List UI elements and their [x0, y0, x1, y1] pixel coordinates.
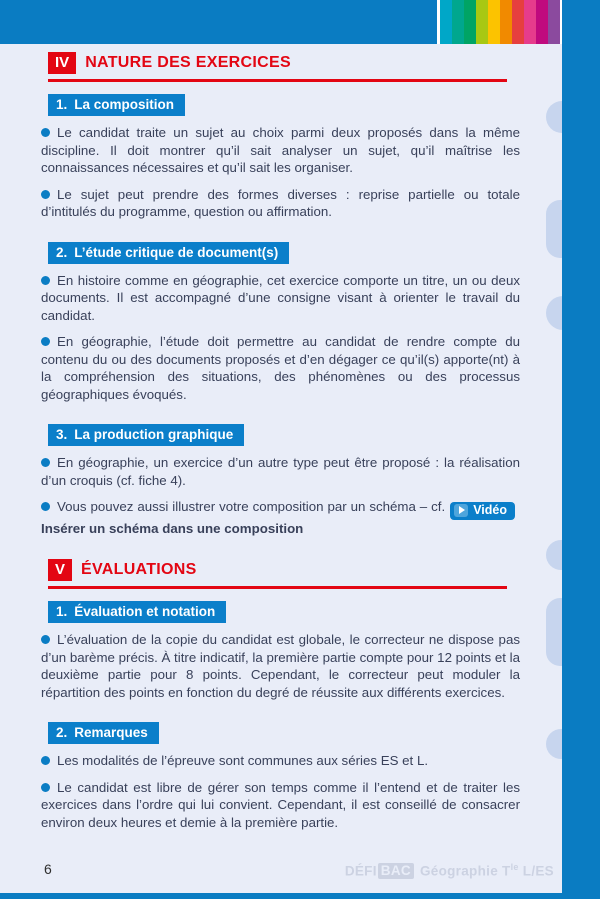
play-icon [454, 504, 468, 517]
section-title: ÉVALUATIONS [81, 561, 197, 578]
subsection-title: Remarques [74, 725, 148, 740]
brand-bac-box: BAC [378, 863, 414, 879]
subsection-header-production-graphique [48, 424, 244, 446]
paragraph [41, 272, 520, 325]
paragraph-text: Le candidat est libre de gérer son temps comme il l’entend et de traiter les exercices dans l’ordre qui lui convient. Cependant, il est conseillé de consacrer environ deux heures et demie à la première partie. [41, 779, 520, 830]
rainbow-stripes [440, 0, 560, 44]
paragraph [41, 186, 520, 221]
page-content [41, 44, 520, 840]
video-badge-label: Vidéo [473, 502, 507, 517]
subsection-header-etude-critique [48, 242, 289, 264]
rainbow-stripe [488, 0, 500, 44]
subsection-number: 1. [56, 604, 68, 619]
paragraph-text: En géographie, l’étude doit permettre au candidat de rendre compte du contenu du ou des documents proposés et d’en dégager ce qu’il(s) apporte(nt) à la compréhension des situations, des phénomènes ou des processus géographiques évoqués. [41, 334, 520, 402]
rainbow-stripe [452, 0, 464, 44]
right-border-band [562, 0, 600, 899]
section-header-v [48, 559, 507, 589]
bullet-icon [41, 276, 50, 285]
paragraph [41, 454, 520, 489]
paragraph-text: Vous pouvez aussi illustrer votre composition par un schéma – cf. [57, 499, 446, 514]
rainbow-stripe [476, 0, 488, 44]
section-title: NATURE DES EXERCICES [85, 54, 291, 71]
subsection-number: 1. [56, 97, 68, 112]
page-number: 6 [44, 861, 52, 877]
bullet-icon [41, 190, 50, 199]
section-numeral-badge: IV [48, 52, 76, 74]
bullet-icon [41, 635, 50, 644]
bullet-icon [41, 756, 50, 765]
rainbow-stripe [464, 0, 476, 44]
bullet-icon [41, 502, 50, 511]
bullet-icon [41, 783, 50, 792]
rainbow-stripe [536, 0, 548, 44]
rainbow-stripe [512, 0, 524, 44]
subsection-number: 3. [56, 427, 68, 442]
subsection-number: 2. [56, 725, 68, 740]
paragraph-text: En géographie, un exercice d’un autre type peut être proposé : la réalisation d’un croquis (cf. fiche 4). [41, 455, 520, 488]
brand-defi: DÉFI [344, 863, 377, 878]
bottom-border-band [0, 893, 600, 899]
brand-superscript: le [510, 861, 519, 872]
paragraph-text: En histoire comme en géographie, cet exercice comporte un titre, un ou deux documents. Il est accompagné d’une consigne visant à orienter le travail du candidat. [41, 272, 520, 323]
paragraph [41, 779, 520, 832]
bullet-icon [41, 337, 50, 346]
paragraph [41, 752, 520, 770]
brand-subject: Géographie T [419, 863, 511, 878]
subsection-title: L’étude critique de document(s) [74, 244, 279, 260]
rainbow-stripes-block [437, 0, 563, 44]
subsection-header-composition [48, 94, 185, 116]
paragraph-text: Les modalités de l’épreuve sont communes aux séries ES et L. [57, 753, 429, 768]
paragraph [41, 333, 520, 403]
paragraph-text: Le candidat traite un sujet au choix parmi deux proposés dans la même discipline. Il doit montrer qu’il sait analyser un sujet, qu’il maîtrise les connaissances nécessaires et qu’il sait les organiser. [41, 125, 520, 175]
paragraph-text: L’évaluation de la copie du candidat est globale, le correcteur ne dispose pas d’un barème précis. À titre indicatif, la première partie compte pour 12 points et la deuxième partie pour 8 points. Cependant, le correcteur peut moduler la répartition des points en fonction du degré de réussite aux différents exercices. [41, 632, 520, 700]
rainbow-stripe [548, 0, 560, 44]
rainbow-stripe [500, 0, 512, 44]
brand-series: L/ES [522, 863, 554, 878]
video-badge[interactable] [450, 502, 515, 520]
rainbow-stripe [524, 0, 536, 44]
subsection-title: Évaluation et notation [74, 604, 216, 619]
section-numeral-badge: V [48, 559, 72, 581]
subsection-header-evaluation-notation [48, 601, 226, 623]
section-header-iv [48, 52, 507, 82]
rainbow-stripe [440, 0, 452, 44]
bullet-icon [41, 128, 50, 137]
paragraph-with-video-ref [41, 498, 520, 537]
footer-brand [345, 862, 554, 879]
subsection-title: La production graphique [74, 427, 234, 442]
subsection-title: La composition [74, 97, 175, 112]
paragraph-text: Le sujet peut prendre des formes diverses : reprise partielle ou totale d’intitulés du programme, question ou affirmation. [41, 186, 520, 219]
bullet-icon [41, 458, 50, 467]
subsection-header-remarques [48, 722, 159, 744]
subsection-number: 2. [56, 244, 68, 260]
video-reference-title: Insérer un schéma dans une composition [41, 520, 304, 536]
paragraph [41, 124, 520, 177]
paragraph [41, 631, 520, 701]
